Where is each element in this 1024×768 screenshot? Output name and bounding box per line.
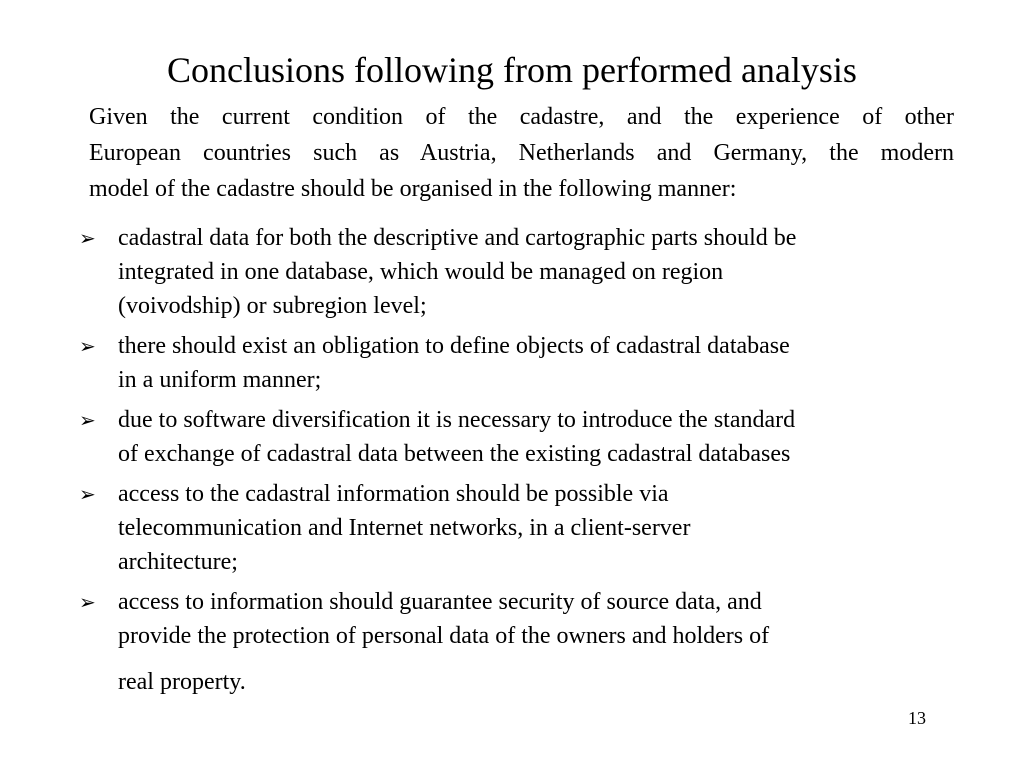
bullet-text-line: there should exist an obligation to define objects of cadastral database — [118, 333, 790, 359]
conclusion-item — [79, 585, 959, 699]
bullet-text-line: cadastral data for both the descriptive and cartographic parts should be — [118, 225, 797, 251]
arrowhead-bullet-icon: ➢ — [79, 334, 96, 358]
bullet-text-line: of exchange of cadastral data between the existing cadastral databases — [118, 441, 791, 467]
bullet-text-line: (voivodship) or subregion level; — [118, 293, 427, 319]
bullet-text-line: access to the cadastral information should be possible via — [118, 481, 669, 507]
intro-paragraph — [89, 99, 954, 207]
bullet-text-line: architecture; — [118, 549, 238, 575]
bullet-text-line: integrated in one database, which would be managed on region — [118, 259, 724, 285]
intro-line: European countries such as Austria, Netherlands and Germany, the modern — [89, 140, 954, 166]
conclusion-item — [79, 403, 959, 471]
bullet-text-line: due to software diversification it is necessary to introduce the standard — [118, 407, 796, 433]
intro-line: Given the current condition of the cadastre, and the experience of other — [89, 104, 954, 130]
arrowhead-bullet-icon: ➢ — [79, 590, 96, 614]
bullet-text-line: provide the protection of personal data of the owners and holders of — [118, 623, 770, 649]
bullet-text-line: telecommunication and Internet networks, in a client-server — [118, 515, 691, 541]
conclusion-list — [79, 221, 959, 705]
slide-title: Conclusions following from performed analysis — [167, 50, 857, 90]
arrowhead-bullet-icon: ➢ — [79, 408, 96, 432]
bullet-text-line: access to information should guarantee security of source data, and — [118, 589, 762, 615]
bullet-text-line: real property. — [118, 669, 246, 695]
conclusion-item — [79, 221, 959, 323]
arrowhead-bullet-icon: ➢ — [79, 482, 96, 506]
conclusion-item — [79, 477, 959, 579]
page-number: 13 — [908, 708, 926, 728]
intro-line: model of the cadastre should be organised in the following manner: — [89, 176, 737, 202]
bullet-text-line: in a uniform manner; — [118, 367, 322, 393]
arrowhead-bullet-icon: ➢ — [79, 226, 96, 250]
conclusion-item — [79, 329, 959, 397]
